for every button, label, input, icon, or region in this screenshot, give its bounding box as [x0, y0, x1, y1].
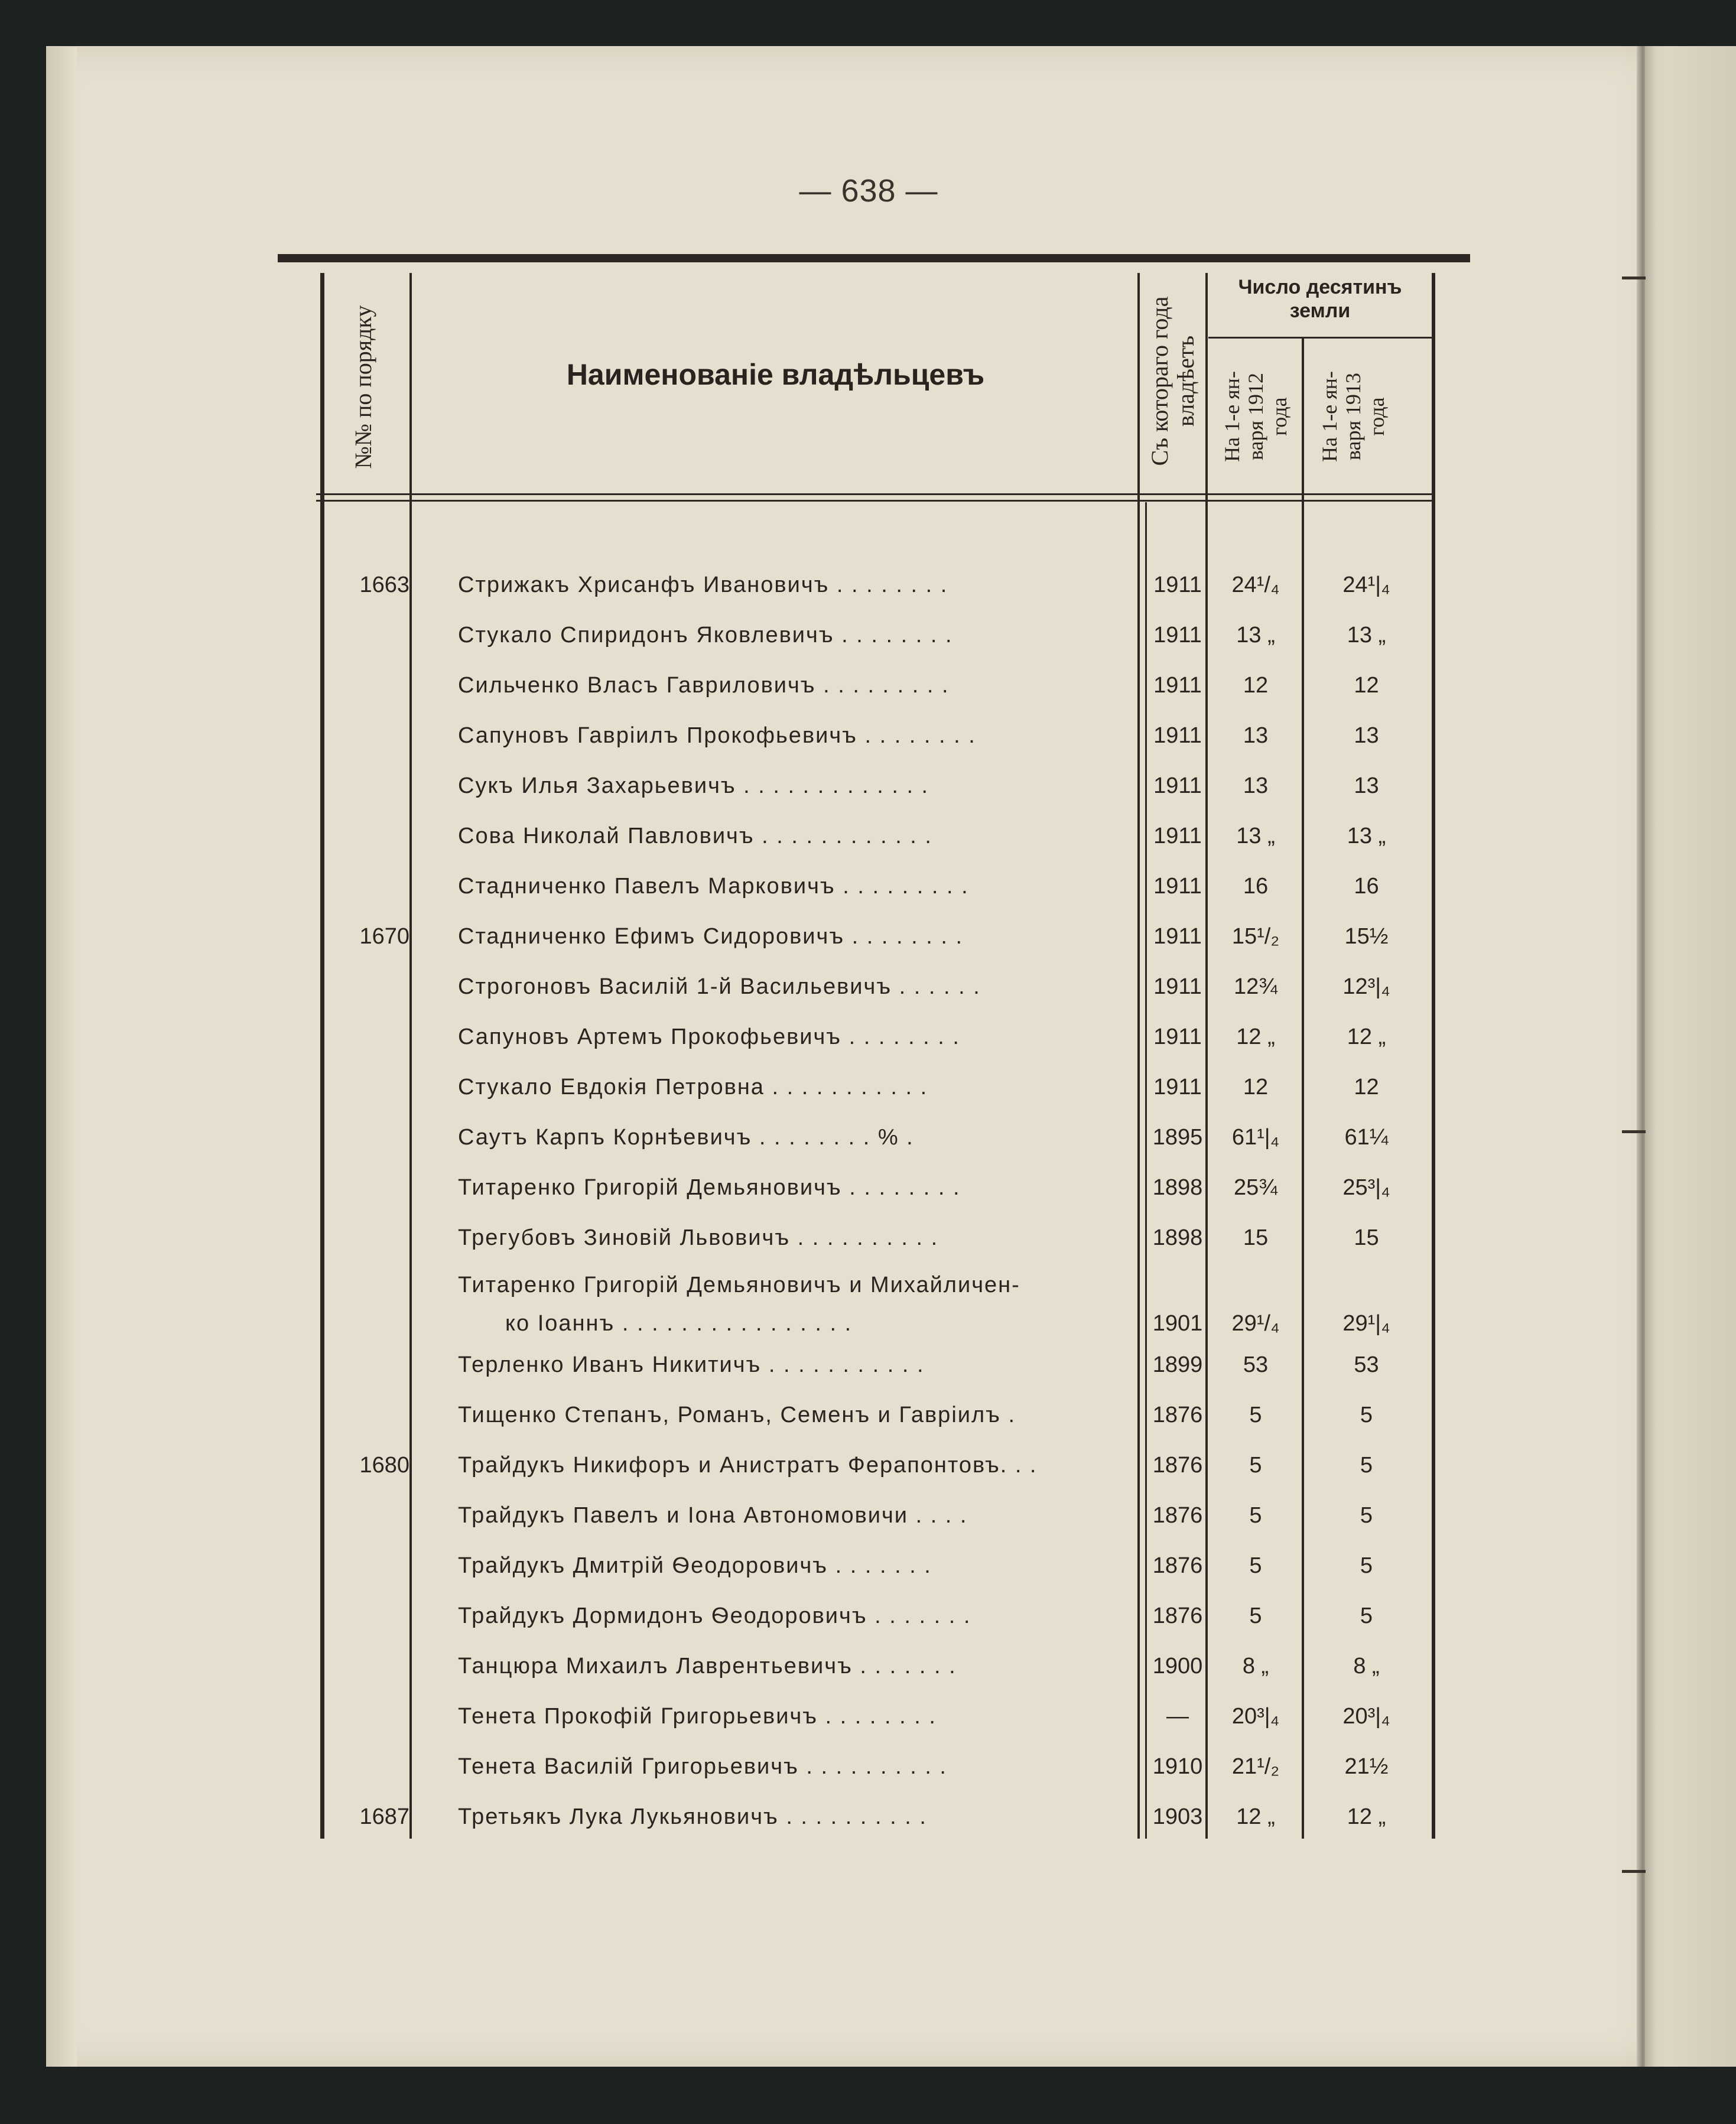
- table-row: [322, 1445, 1433, 1486]
- since-year: 1911: [1153, 723, 1202, 748]
- since-year: 1899: [1152, 1352, 1203, 1377]
- since-year: 1898: [1152, 1175, 1203, 1200]
- land-1913: 5: [1360, 1453, 1373, 1478]
- land-1913: 16: [1354, 874, 1379, 899]
- header-bottom-rule: [316, 493, 1432, 495]
- land-1912: 5: [1249, 1403, 1262, 1427]
- land-1913: 12³|₄: [1342, 974, 1390, 999]
- land-subheader-rule: [1208, 337, 1432, 339]
- owner-name: Трайдукъ Павелъ и Іона Автономовичи . . . .: [458, 1503, 968, 1528]
- owner-name: Третьякъ Лука Лукьяновичъ . . . . . . . . . .: [458, 1804, 927, 1829]
- since-year: 1910: [1152, 1754, 1203, 1779]
- since-year: —: [1166, 1704, 1189, 1729]
- since-year: 1911: [1153, 1075, 1202, 1100]
- since-year: 1876: [1152, 1603, 1203, 1628]
- land-1913: 5: [1360, 1403, 1373, 1427]
- owner-name: Тищенко Степанъ, Романъ, Семенъ и Гавріилъ .: [458, 1403, 1016, 1427]
- owner-name: Танцюра Михаилъ Лаврентьевичъ . . . . . . .: [458, 1654, 957, 1679]
- land-1912: 5: [1249, 1603, 1262, 1628]
- table-row: [322, 1746, 1433, 1787]
- table-row: [322, 1267, 1433, 1344]
- table-row: [322, 1495, 1433, 1536]
- owner-name: Трайдукъ Дормидонъ Ѳеодоровичъ . . . . . . .: [458, 1603, 971, 1628]
- owner-name: Сукъ Илья Захарьевичъ . . . . . . . . . . . . .: [458, 773, 929, 798]
- table-row: [322, 1167, 1433, 1208]
- row-number: [324, 614, 409, 656]
- owner-name: Сова Николай Павловичъ . . . . . . . . . . . .: [458, 824, 932, 848]
- owner-name: Трайдукъ Дмитрій Ѳеодоровичъ . . . . . . .: [458, 1553, 932, 1578]
- row-number: 1680: [359, 1453, 409, 1478]
- header-order-number: №№ по порядку: [350, 305, 376, 469]
- owner-name: Сапуновъ Артемъ Прокофьевичъ . . . . . . . .: [458, 1024, 960, 1049]
- since-year: 1911: [1153, 874, 1202, 899]
- header-col-1913: На 1-е ян- варя 1913 года: [1318, 371, 1389, 462]
- since-year: 1876: [1152, 1553, 1203, 1578]
- land-1913: 13: [1354, 723, 1379, 748]
- since-year: 1898: [1152, 1225, 1203, 1250]
- land-1913: 8 „: [1353, 1654, 1380, 1679]
- table-row: [322, 1016, 1433, 1058]
- land-1913: 13 „: [1347, 623, 1386, 648]
- land-1913: 53: [1354, 1352, 1379, 1377]
- since-year: 1911: [1153, 773, 1202, 798]
- since-year: 1911: [1153, 573, 1202, 597]
- header-owner-name: Наименованіе владѣльцевъ: [566, 358, 985, 391]
- land-1912: 16: [1243, 874, 1269, 899]
- land-1913: 5: [1360, 1603, 1373, 1628]
- land-1912: 61¹|₄: [1231, 1125, 1280, 1150]
- since-year: 1911: [1153, 824, 1202, 848]
- since-year: 1900: [1152, 1654, 1203, 1679]
- owner-name: Тенета Прокофій Григорьевичъ . . . . . . . .: [458, 1704, 937, 1729]
- land-1912: 12: [1243, 1075, 1269, 1100]
- owner-name: Титаренко Григорій Демьяновичъ . . . . . . . .: [458, 1175, 961, 1200]
- since-year: 1876: [1152, 1403, 1203, 1427]
- table-row: [322, 1394, 1433, 1436]
- land-1913: 5: [1360, 1503, 1373, 1528]
- land-1912: 15: [1243, 1225, 1269, 1250]
- row-number: 1670: [359, 924, 409, 949]
- row-number: [324, 1746, 409, 1787]
- table-row: [322, 765, 1433, 806]
- owner-name: Стрижакъ Хрисанфъ Ивановичъ . . . . . . . .: [458, 573, 948, 597]
- table-row: [322, 866, 1433, 907]
- table-row: [322, 1696, 1433, 1737]
- owner-name: Сильченко Власъ Гавриловичъ . . . . . . . . .: [458, 673, 950, 698]
- land-1912: 21¹/₂: [1231, 1754, 1280, 1779]
- land-1912: 13 „: [1236, 623, 1275, 648]
- row-number: [324, 1344, 409, 1385]
- page-edge-mark: [1622, 1130, 1646, 1133]
- land-1913: 29¹|₄: [1342, 1311, 1390, 1336]
- owner-name: Строгоновъ Василій 1-й Васильевичъ . . . . . .: [458, 974, 981, 999]
- table-row: [322, 815, 1433, 857]
- owner-name: Стукало Спиридонъ Яковлевичъ . . . . . . . .: [458, 623, 953, 648]
- land-1912: 24¹/₄: [1231, 573, 1280, 597]
- owner-name-line: Титаренко Григорій Демьяновичъ и Михайличен-: [458, 1273, 1020, 1297]
- row-number: 1663: [359, 573, 409, 597]
- row-number: [324, 966, 409, 1007]
- row-number: [324, 1696, 409, 1737]
- land-1913: 12: [1354, 673, 1379, 698]
- row-number: [324, 1645, 409, 1687]
- owner-name: Стадниченко Ефимъ Сидоровичъ . . . . . . . .: [458, 924, 963, 949]
- since-year: 1876: [1152, 1503, 1203, 1528]
- land-1912: 13 „: [1236, 824, 1275, 848]
- since-year: 1911: [1153, 974, 1202, 999]
- land-1913: 12 „: [1347, 1804, 1386, 1829]
- since-year: 1901: [1152, 1311, 1203, 1336]
- page-edge: [46, 47, 77, 2067]
- owner-name: Сапуновъ Гавріилъ Прокофьевичъ . . . . . . . .: [458, 723, 976, 748]
- row-number: [324, 715, 409, 756]
- header-since-year: Съ котораго года владѣетъ: [1146, 296, 1199, 466]
- table-row: [322, 1645, 1433, 1687]
- row-number: [324, 1117, 409, 1158]
- row-number: [324, 665, 409, 706]
- table-row: [322, 966, 1433, 1007]
- row-number: [324, 1167, 409, 1208]
- land-1912: 5: [1249, 1553, 1262, 1578]
- owner-name: ко Іоаннъ . . . . . . . . . . . . . . . .: [505, 1311, 853, 1336]
- land-1913: 13 „: [1347, 824, 1386, 848]
- owner-name: Саутъ Карпъ Корнѣевичъ . . . . . . . . % .: [458, 1125, 914, 1150]
- land-1912: 8 „: [1242, 1654, 1269, 1679]
- table-row: [322, 1217, 1433, 1258]
- table-row: [322, 916, 1433, 957]
- since-year: 1911: [1153, 924, 1202, 949]
- table-row: [322, 1595, 1433, 1637]
- land-1912: 15¹/₂: [1231, 924, 1280, 949]
- table-row: [322, 1344, 1433, 1385]
- row-number: [324, 1495, 409, 1536]
- row-number: [324, 1303, 409, 1344]
- land-1912: 20³|₄: [1231, 1704, 1280, 1729]
- land-1913: 12 „: [1347, 1024, 1386, 1049]
- land-1912: 12 „: [1236, 1024, 1275, 1049]
- land-1912: 5: [1249, 1453, 1262, 1478]
- table-row: [322, 1796, 1433, 1837]
- land-1913: 15½: [1344, 924, 1389, 949]
- row-number: [324, 1394, 409, 1436]
- page-number: — 638 —: [799, 173, 938, 209]
- owner-name: Трегубовъ Зиновій Львовичъ . . . . . . . . . .: [458, 1225, 939, 1250]
- row-number: [324, 815, 409, 857]
- owner-name: Трайдукъ Никифоръ и Анистратъ Ферапонтовъ. . .: [458, 1453, 1038, 1478]
- table-row: [322, 1545, 1433, 1586]
- land-1913: 61¼: [1344, 1125, 1389, 1150]
- land-1913: 25³|₄: [1342, 1175, 1390, 1200]
- land-1913: 15: [1354, 1225, 1379, 1250]
- table-row: [322, 564, 1433, 606]
- land-1913: 24¹|₄: [1342, 573, 1390, 597]
- since-year: 1911: [1153, 673, 1202, 698]
- land-1913: 12: [1354, 1075, 1379, 1100]
- land-1912: 13: [1243, 773, 1269, 798]
- land-1912: 12: [1243, 673, 1269, 698]
- owner-name: Стадниченко Павелъ Марковичъ . . . . . . . . .: [458, 874, 969, 899]
- since-year: 1876: [1152, 1453, 1203, 1478]
- land-1913: 21½: [1344, 1754, 1389, 1779]
- row-number: [324, 1016, 409, 1058]
- land-1913: 13: [1354, 773, 1379, 798]
- table-row: [322, 715, 1433, 756]
- table-row: [322, 614, 1433, 656]
- since-year: 1895: [1152, 1125, 1203, 1150]
- header-col-1912: На 1-е ян- варя 1912 года: [1220, 371, 1291, 462]
- table-top-rule: [278, 254, 1470, 262]
- since-year: 1911: [1153, 1024, 1202, 1049]
- since-year: 1903: [1152, 1804, 1203, 1829]
- row-number: [324, 866, 409, 907]
- header-bottom-rule: [316, 500, 1432, 502]
- row-number: [324, 765, 409, 806]
- land-1912: 25¾: [1234, 1175, 1277, 1200]
- row-number: [324, 1066, 409, 1108]
- owner-name: Терленко Иванъ Никитичъ . . . . . . . . . . .: [458, 1352, 925, 1377]
- owner-name: Стукало Евдокія Петровна . . . . . . . . . . .: [458, 1075, 928, 1100]
- header-land-count: Число десятинъ земли: [1238, 276, 1402, 322]
- land-1912: 5: [1249, 1503, 1262, 1528]
- facing-page: [1645, 46, 1736, 2067]
- land-1912: 13: [1243, 723, 1269, 748]
- row-number: [324, 1545, 409, 1586]
- land-1912: 29¹/₄: [1231, 1311, 1280, 1336]
- page-edge-mark: [1622, 277, 1646, 279]
- since-year: 1911: [1153, 623, 1202, 648]
- land-1913: 5: [1360, 1553, 1373, 1578]
- table-row: [322, 1117, 1433, 1158]
- land-1912: 53: [1243, 1352, 1269, 1377]
- land-1912: 12 „: [1236, 1804, 1275, 1829]
- row-number: 1687: [359, 1804, 409, 1829]
- row-number: [324, 1595, 409, 1637]
- table-row: [322, 1066, 1433, 1108]
- table-row: [322, 665, 1433, 706]
- land-1913: 20³|₄: [1342, 1704, 1390, 1729]
- land-1912: 12¾: [1234, 974, 1277, 999]
- row-number: [324, 1217, 409, 1258]
- page-edge-mark: [1622, 1870, 1646, 1873]
- owner-name: Тенета Василій Григорьевичъ . . . . . . . . . .: [458, 1754, 947, 1779]
